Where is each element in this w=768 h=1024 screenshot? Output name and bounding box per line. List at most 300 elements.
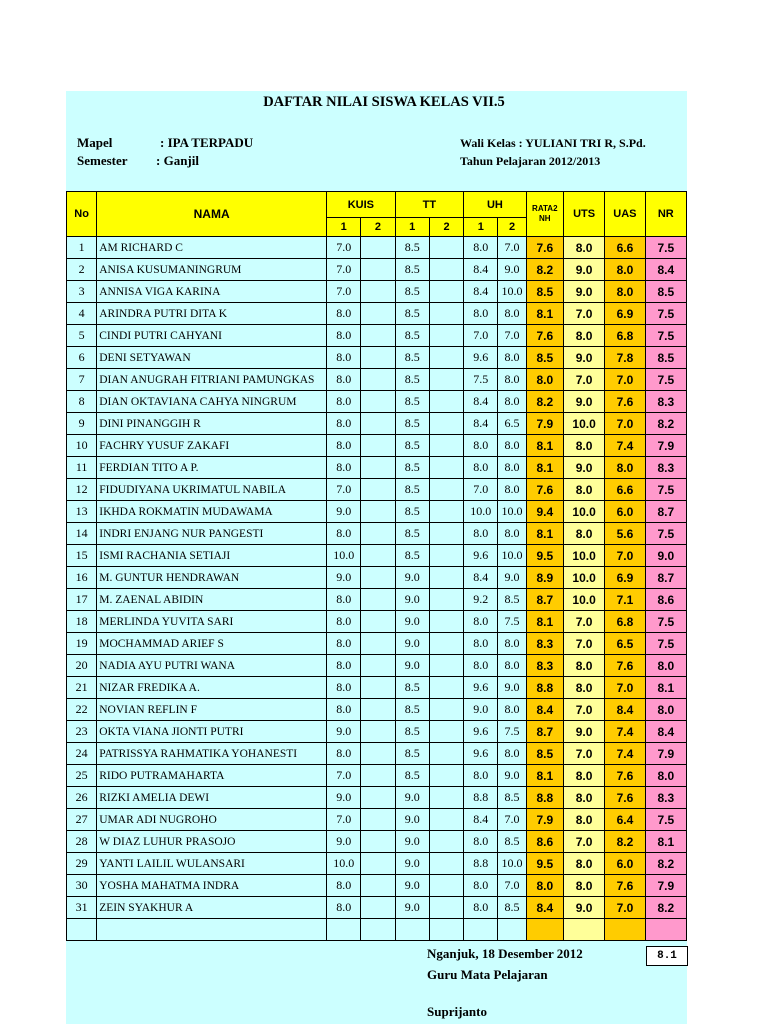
- uh-1: 7.0: [464, 479, 498, 501]
- uas-score: 7.0: [605, 545, 645, 567]
- uh-2: 8.0: [498, 699, 526, 721]
- nr-score: 8.0: [645, 699, 686, 721]
- kuis-2: [361, 457, 395, 479]
- uh-2: 8.0: [498, 743, 526, 765]
- mapel-value: : IPA TERPADU: [160, 135, 254, 150]
- kuis-1: 8.0: [327, 611, 361, 633]
- tt-2: [429, 853, 463, 875]
- rata2-nh: 8.1: [526, 435, 563, 457]
- table-row: [67, 897, 687, 919]
- student-name: M. ZAENAL ABIDIN: [97, 589, 327, 611]
- tt-2: [429, 435, 463, 457]
- uts-score: 7.0: [563, 611, 604, 633]
- student-name: AM RICHARD C: [97, 237, 327, 259]
- kuis-2: [361, 655, 395, 677]
- kuis-1: 8.0: [327, 677, 361, 699]
- empty-cell: [645, 919, 686, 941]
- uh-2: 7.5: [498, 611, 526, 633]
- tt-2: [429, 325, 463, 347]
- empty-cell: [526, 919, 563, 941]
- tt-1: 9.0: [395, 655, 429, 677]
- uts-score: 8.0: [563, 809, 604, 831]
- nr-score: 8.0: [645, 765, 686, 787]
- header-tt-2: 2: [429, 218, 463, 237]
- kuis-1: 9.0: [327, 567, 361, 589]
- uh-1: 8.4: [464, 413, 498, 435]
- rata2-nh: 8.7: [526, 721, 563, 743]
- rata2-nh: 8.1: [526, 457, 563, 479]
- uts-score: 7.0: [563, 743, 604, 765]
- uh-2: 8.5: [498, 897, 526, 919]
- uas-score: 7.0: [605, 369, 645, 391]
- table-row: [67, 545, 687, 567]
- kuis-2: [361, 831, 395, 853]
- row-no: 15: [67, 545, 97, 567]
- empty-cell: [97, 919, 327, 941]
- table-row: [67, 787, 687, 809]
- uh-1: 7.0: [464, 325, 498, 347]
- tt-2: [429, 567, 463, 589]
- nr-score: 8.3: [645, 457, 686, 479]
- table-row: [67, 523, 687, 545]
- student-name: NADIA AYU PUTRI WANA: [97, 655, 327, 677]
- table-row: [67, 699, 687, 721]
- uas-score: 8.0: [605, 457, 645, 479]
- tt-1: 8.5: [395, 237, 429, 259]
- uts-score: 8.0: [563, 435, 604, 457]
- uas-score: 6.0: [605, 853, 645, 875]
- student-name: OKTA VIANA JIONTI PUTRI: [97, 721, 327, 743]
- kuis-1: 7.0: [327, 259, 361, 281]
- row-no: 16: [67, 567, 97, 589]
- uh-1: 8.0: [464, 633, 498, 655]
- uh-2: 7.0: [498, 325, 526, 347]
- uas-score: 6.9: [605, 567, 645, 589]
- row-no: 7: [67, 369, 97, 391]
- uh-1: 8.4: [464, 259, 498, 281]
- kuis-1: 8.0: [327, 391, 361, 413]
- uts-score: 7.0: [563, 303, 604, 325]
- kuis-2: [361, 325, 395, 347]
- semester-value: : Ganjil: [156, 153, 199, 168]
- uh-2: 8.0: [498, 655, 526, 677]
- kuis-1: 9.0: [327, 831, 361, 853]
- rata2-nh: 8.4: [526, 699, 563, 721]
- uts-score: 9.0: [563, 721, 604, 743]
- uas-score: 6.8: [605, 611, 645, 633]
- rata2-nh: 8.1: [526, 523, 563, 545]
- header-nama: NAMA: [97, 192, 327, 237]
- uas-score: 5.6: [605, 523, 645, 545]
- kuis-2: [361, 765, 395, 787]
- tt-2: [429, 743, 463, 765]
- tt-1: 8.5: [395, 347, 429, 369]
- uh-1: 9.2: [464, 589, 498, 611]
- uh-1: 8.0: [464, 303, 498, 325]
- tt-2: [429, 809, 463, 831]
- tt-1: 9.0: [395, 875, 429, 897]
- uts-score: 8.0: [563, 655, 604, 677]
- uas-score: 7.4: [605, 743, 645, 765]
- uh-1: 9.6: [464, 545, 498, 567]
- uts-score: 7.0: [563, 699, 604, 721]
- nr-score: 8.5: [645, 281, 686, 303]
- nr-score: 7.9: [645, 435, 686, 457]
- nr-score: 7.9: [645, 875, 686, 897]
- tt-1: 8.5: [395, 765, 429, 787]
- uts-score: 9.0: [563, 391, 604, 413]
- uts-score: 9.0: [563, 281, 604, 303]
- kuis-1: 8.0: [327, 303, 361, 325]
- tt-2: [429, 633, 463, 655]
- tt-1: 8.5: [395, 743, 429, 765]
- row-no: 19: [67, 633, 97, 655]
- uh-1: 8.4: [464, 281, 498, 303]
- tt-2: [429, 589, 463, 611]
- kuis-1: 9.0: [327, 787, 361, 809]
- rata2-nh: 7.9: [526, 809, 563, 831]
- kuis-1: 8.0: [327, 655, 361, 677]
- table-row: [67, 237, 687, 259]
- student-name: ANNISA VIGA KARINA: [97, 281, 327, 303]
- row-no: 2: [67, 259, 97, 281]
- page-title: DAFTAR NILAI SISWA KELAS VII.5: [263, 94, 505, 110]
- tt-1: 8.5: [395, 259, 429, 281]
- table-row: [67, 721, 687, 743]
- row-no: 26: [67, 787, 97, 809]
- nr-score: 9.0: [645, 545, 686, 567]
- rata2-nh: 8.2: [526, 391, 563, 413]
- uas-score: 7.0: [605, 677, 645, 699]
- tt-2: [429, 523, 463, 545]
- tt-2: [429, 281, 463, 303]
- table-row: [67, 567, 687, 589]
- uas-score: 7.6: [605, 765, 645, 787]
- uh-1: 8.0: [464, 655, 498, 677]
- uts-score: 9.0: [563, 897, 604, 919]
- nr-score: 7.5: [645, 611, 686, 633]
- teacher-role: Guru Mata Pelajaran: [427, 967, 548, 982]
- tt-2: [429, 391, 463, 413]
- student-name: DIAN OKTAVIANA CAHYA NINGRUM: [97, 391, 327, 413]
- nr-score: 7.5: [645, 369, 686, 391]
- kuis-2: [361, 853, 395, 875]
- rata2-nh: 9.5: [526, 853, 563, 875]
- table-row: [67, 281, 687, 303]
- uas-score: 7.6: [605, 787, 645, 809]
- tt-2: [429, 611, 463, 633]
- empty-cell: [498, 919, 526, 941]
- uh-2: 9.0: [498, 677, 526, 699]
- semester-label: Semester: [77, 153, 128, 168]
- kuis-1: 7.0: [327, 237, 361, 259]
- kuis-2: [361, 347, 395, 369]
- uts-score: 8.0: [563, 325, 604, 347]
- uh-2: 8.5: [498, 831, 526, 853]
- student-name: MERLINDA YUVITA SARI: [97, 611, 327, 633]
- kuis-2: [361, 479, 395, 501]
- uas-score: 6.5: [605, 633, 645, 655]
- header-uh-1: 1: [464, 218, 498, 237]
- rata2-nh: 8.6: [526, 831, 563, 853]
- kuis-2: [361, 589, 395, 611]
- student-name: W DIAZ LUHUR PRASOJO: [97, 831, 327, 853]
- tt-2: [429, 259, 463, 281]
- tt-2: [429, 303, 463, 325]
- uh-1: 7.5: [464, 369, 498, 391]
- tt-2: [429, 655, 463, 677]
- empty-cell: [395, 919, 429, 941]
- uh-1: 8.4: [464, 567, 498, 589]
- kuis-1: 8.0: [327, 369, 361, 391]
- rata2-nh: 7.6: [526, 237, 563, 259]
- uas-score: 8.0: [605, 259, 645, 281]
- uts-score: 8.0: [563, 853, 604, 875]
- table-row: [67, 875, 687, 897]
- kuis-2: [361, 699, 395, 721]
- uh-2: 9.0: [498, 259, 526, 281]
- uh-2: 7.0: [498, 237, 526, 259]
- header-tt: TT: [395, 192, 464, 218]
- uh-2: 8.5: [498, 589, 526, 611]
- tahun-pelajaran: Tahun Pelajaran 2012/2013: [460, 154, 601, 168]
- tt-2: [429, 369, 463, 391]
- nr-score: 7.5: [645, 633, 686, 655]
- uts-score: 10.0: [563, 545, 604, 567]
- nr-score: 8.2: [645, 413, 686, 435]
- kuis-2: [361, 413, 395, 435]
- rata2-nh: 8.5: [526, 347, 563, 369]
- row-no: 31: [67, 897, 97, 919]
- nr-score: 8.6: [645, 589, 686, 611]
- student-name: PATRISSYA RAHMATIKA YOHANESTI: [97, 743, 327, 765]
- uh-2: 10.0: [498, 545, 526, 567]
- row-no: 13: [67, 501, 97, 523]
- uts-score: 9.0: [563, 347, 604, 369]
- uas-score: 6.4: [605, 809, 645, 831]
- uas-score: 7.4: [605, 721, 645, 743]
- tt-2: [429, 897, 463, 919]
- uh-1: 8.0: [464, 435, 498, 457]
- tt-1: 9.0: [395, 897, 429, 919]
- empty-cell: [327, 919, 361, 941]
- table-row: [67, 809, 687, 831]
- tt-1: 8.5: [395, 501, 429, 523]
- kuis-2: [361, 721, 395, 743]
- uts-score: 8.0: [563, 237, 604, 259]
- uh-1: 8.0: [464, 457, 498, 479]
- student-name: CINDI PUTRI CAHYANI: [97, 325, 327, 347]
- student-name: FERDIAN TITO A P.: [97, 457, 327, 479]
- uas-score: 6.9: [605, 303, 645, 325]
- tt-1: 9.0: [395, 809, 429, 831]
- table-row: [67, 325, 687, 347]
- kuis-1: 8.0: [327, 875, 361, 897]
- kuis-2: [361, 237, 395, 259]
- table-row: [67, 677, 687, 699]
- tt-1: 8.5: [395, 413, 429, 435]
- nr-score: 7.9: [645, 743, 686, 765]
- empty-cell: [67, 919, 97, 941]
- row-no: 29: [67, 853, 97, 875]
- uh-1: 8.8: [464, 787, 498, 809]
- student-name: YANTI LAILIL WULANSARI: [97, 853, 327, 875]
- rata2-nh: 8.5: [526, 281, 563, 303]
- kuis-1: 8.0: [327, 743, 361, 765]
- table-row: [67, 633, 687, 655]
- row-no: 23: [67, 721, 97, 743]
- nr-score: 8.7: [645, 567, 686, 589]
- average-nr-cell: 8.1: [646, 946, 688, 966]
- nr-score: 7.5: [645, 479, 686, 501]
- uh-2: 8.0: [498, 391, 526, 413]
- uh-1: 9.6: [464, 721, 498, 743]
- tt-2: [429, 677, 463, 699]
- uh-2: 8.0: [498, 523, 526, 545]
- kuis-1: 8.0: [327, 347, 361, 369]
- uh-2: 8.0: [498, 369, 526, 391]
- row-no: 14: [67, 523, 97, 545]
- row-no: 6: [67, 347, 97, 369]
- nr-score: 7.5: [645, 303, 686, 325]
- uh-2: 10.0: [498, 853, 526, 875]
- rata2-nh: 8.5: [526, 743, 563, 765]
- row-no: 24: [67, 743, 97, 765]
- student-name: INDRI ENJANG NUR PANGESTI: [97, 523, 327, 545]
- tt-2: [429, 545, 463, 567]
- row-no: 21: [67, 677, 97, 699]
- row-no: 3: [67, 281, 97, 303]
- row-no: 28: [67, 831, 97, 853]
- uh-2: 8.0: [498, 435, 526, 457]
- tt-1: 9.0: [395, 611, 429, 633]
- empty-cell: [361, 919, 395, 941]
- header-uts: UTS: [563, 192, 604, 237]
- nr-score: 8.5: [645, 347, 686, 369]
- student-name: FACHRY YUSUF ZAKAFI: [97, 435, 327, 457]
- kuis-2: [361, 787, 395, 809]
- student-name: NOVIAN REFLIN F: [97, 699, 327, 721]
- kuis-2: [361, 369, 395, 391]
- tt-1: 9.0: [395, 633, 429, 655]
- uh-2: 9.0: [498, 765, 526, 787]
- uh-2: 10.0: [498, 281, 526, 303]
- uts-score: 8.0: [563, 479, 604, 501]
- row-no: 1: [67, 237, 97, 259]
- uas-score: 7.0: [605, 897, 645, 919]
- kuis-1: 7.0: [327, 809, 361, 831]
- student-name: DENI SETYAWAN: [97, 347, 327, 369]
- student-name: IKHDA ROKMATIN MUDAWAMA: [97, 501, 327, 523]
- rata2-nh: 8.3: [526, 655, 563, 677]
- student-name: MOCHAMMAD ARIEF S: [97, 633, 327, 655]
- empty-cell: [464, 919, 498, 941]
- row-no: 30: [67, 875, 97, 897]
- empty-cell: [429, 919, 463, 941]
- table-row: [67, 303, 687, 325]
- uh-2: 7.0: [498, 809, 526, 831]
- tt-1: 8.5: [395, 325, 429, 347]
- tt-2: [429, 237, 463, 259]
- kuis-2: [361, 567, 395, 589]
- uh-1: 9.6: [464, 677, 498, 699]
- kuis-2: [361, 897, 395, 919]
- rata2-nh: 8.1: [526, 611, 563, 633]
- uh-1: 8.8: [464, 853, 498, 875]
- header-uh-2: 2: [498, 218, 526, 237]
- tt-2: [429, 721, 463, 743]
- uas-score: 7.8: [605, 347, 645, 369]
- table-row: [67, 589, 687, 611]
- uh-1: 8.0: [464, 611, 498, 633]
- kuis-2: [361, 501, 395, 523]
- kuis-2: [361, 259, 395, 281]
- nr-score: 7.5: [645, 325, 686, 347]
- row-no: 17: [67, 589, 97, 611]
- tt-1: 9.0: [395, 831, 429, 853]
- kuis-1: 8.0: [327, 413, 361, 435]
- rata2-nh: 7.6: [526, 325, 563, 347]
- table-row: [67, 501, 687, 523]
- tt-1: 9.0: [395, 787, 429, 809]
- kuis-2: [361, 743, 395, 765]
- uh-1: 9.0: [464, 699, 498, 721]
- tt-1: 8.5: [395, 391, 429, 413]
- header-no: No: [67, 192, 97, 237]
- table-row: [67, 765, 687, 787]
- row-no: 9: [67, 413, 97, 435]
- uh-2: 9.0: [498, 567, 526, 589]
- row-no: 27: [67, 809, 97, 831]
- row-no: 12: [67, 479, 97, 501]
- kuis-1: 8.0: [327, 897, 361, 919]
- uh-2: 8.5: [498, 787, 526, 809]
- row-no: 22: [67, 699, 97, 721]
- table-row: [67, 259, 687, 281]
- table-row: [67, 369, 687, 391]
- table-row: [67, 853, 687, 875]
- row-no: 5: [67, 325, 97, 347]
- kuis-2: [361, 875, 395, 897]
- tt-2: [429, 413, 463, 435]
- kuis-2: [361, 435, 395, 457]
- header-nr: NR: [645, 192, 686, 237]
- uas-score: 8.2: [605, 831, 645, 853]
- table-row: [67, 655, 687, 677]
- table-row: [67, 413, 687, 435]
- row-no: 11: [67, 457, 97, 479]
- teacher-name: Suprijanto: [427, 1004, 487, 1019]
- nr-score: 8.2: [645, 853, 686, 875]
- uts-score: 10.0: [563, 589, 604, 611]
- uts-score: 9.0: [563, 259, 604, 281]
- rata2-nh: 8.4: [526, 897, 563, 919]
- tt-1: 8.5: [395, 677, 429, 699]
- rata2-nh: 8.3: [526, 633, 563, 655]
- uh-1: 10.0: [464, 501, 498, 523]
- tt-1: 8.5: [395, 545, 429, 567]
- student-name: RIDO PUTRAMAHARTA: [97, 765, 327, 787]
- uh-1: 9.6: [464, 743, 498, 765]
- header-kuis: KUIS: [327, 192, 396, 218]
- uts-score: 7.0: [563, 369, 604, 391]
- tt-1: 9.0: [395, 589, 429, 611]
- wali-kelas: Wali Kelas : YULIANI TRI R, S.Pd.: [460, 136, 646, 150]
- uas-score: 6.8: [605, 325, 645, 347]
- nr-score: 8.3: [645, 391, 686, 413]
- kuis-1: 8.0: [327, 325, 361, 347]
- empty-cell: [563, 919, 604, 941]
